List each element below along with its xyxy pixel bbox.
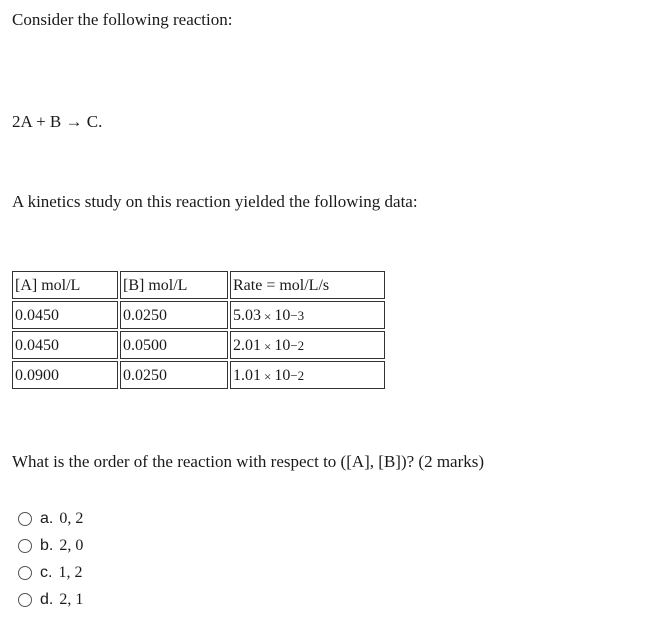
- answer-option-c[interactable]: [18, 559, 83, 586]
- option-text[interactable]: 2, 0: [59, 536, 84, 554]
- radio-button-c[interactable]: [18, 566, 32, 580]
- times-sign: ×: [264, 338, 272, 354]
- option-text[interactable]: 0, 2: [59, 509, 84, 527]
- option-letter: b.: [40, 536, 54, 554]
- times-sign: ×: [264, 368, 272, 384]
- cell-b-value: 0.0250: [120, 301, 228, 329]
- radio-button-b[interactable]: [18, 539, 32, 553]
- table-row: [11, 330, 386, 360]
- cell-a-value: 0.0450: [12, 301, 118, 329]
- answer-option-b[interactable]: [18, 532, 83, 559]
- cell-rate-value: 1.01 × 10 −2: [230, 361, 385, 389]
- answer-option-d[interactable]: [18, 586, 83, 613]
- option-letter: d.: [40, 590, 54, 608]
- kinetics-data-table: [11, 270, 386, 390]
- header-a-concentration: [A] mol/L: [12, 271, 118, 299]
- intro-text: Consider the following reaction:: [12, 10, 233, 29]
- cell-a-value: 0.0450: [12, 331, 118, 359]
- cell-rate-value: 2.01 × 10 −2: [230, 331, 385, 359]
- rate-mantissa: 5.03: [233, 307, 261, 324]
- answer-option-a[interactable]: [18, 505, 83, 532]
- times-sign: ×: [264, 308, 272, 324]
- rate-mantissa: 1.01: [233, 367, 261, 384]
- header-b-concentration: [B] mol/L: [120, 271, 228, 299]
- rate-base: 10: [274, 367, 291, 384]
- radio-button-a[interactable]: [18, 512, 32, 526]
- option-letter: c.: [40, 563, 53, 581]
- cell-b-value: 0.0250: [120, 361, 228, 389]
- answer-options: [18, 505, 83, 613]
- kinetics-intro-text: A kinetics study on this reaction yielded the following data:: [12, 192, 418, 211]
- cell-rate-value: 5.03 × 10 −3: [230, 301, 385, 329]
- cell-b-value: 0.0500: [120, 331, 228, 359]
- header-rate: Rate = mol/L/s: [230, 271, 385, 299]
- reaction-equation: 2A + B → C.: [12, 112, 103, 131]
- rate-base: 10: [274, 337, 291, 354]
- table-header-row: [11, 270, 386, 300]
- rate-base: 10: [274, 307, 291, 324]
- option-letter: a.: [40, 509, 54, 527]
- table-row: [11, 300, 386, 330]
- option-text[interactable]: 1, 2: [58, 563, 83, 581]
- cell-a-value: 0.0900: [12, 361, 118, 389]
- option-text[interactable]: 2, 1: [59, 590, 84, 608]
- question-text: What is the order of the reaction with respect to ([A], [B])? (2 marks): [12, 452, 485, 471]
- table-row: [11, 360, 386, 390]
- rate-mantissa: 2.01: [233, 337, 261, 354]
- radio-button-d[interactable]: [18, 593, 32, 607]
